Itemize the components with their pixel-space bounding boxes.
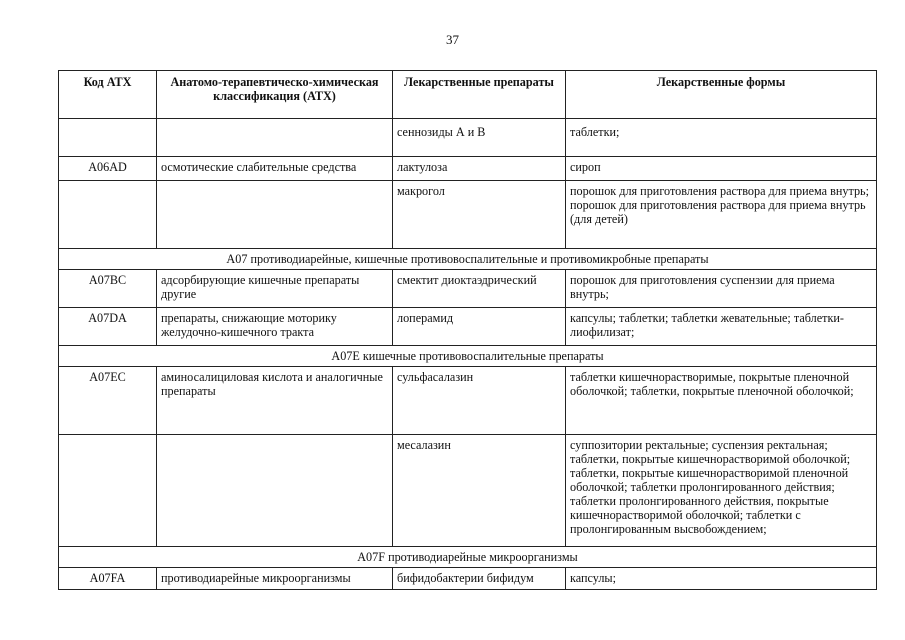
page-number: 37 bbox=[446, 32, 459, 47]
drug-cell: сульфасалазин bbox=[393, 367, 566, 435]
atx-drug-table bbox=[58, 70, 877, 590]
atx-code-cell: A07BC bbox=[59, 270, 157, 308]
group-heading-a07f: A07F противодиарейные микроорганизмы bbox=[59, 547, 877, 568]
forms-cell: сироп bbox=[566, 157, 877, 181]
form-line: порошок для приготовления раствора для приема внутрь (для детей) bbox=[570, 198, 866, 226]
forms-cell: таблетки; bbox=[566, 119, 877, 157]
table-row bbox=[59, 119, 877, 157]
table-header-row bbox=[59, 71, 877, 119]
atx-code-cell bbox=[59, 181, 157, 249]
atx-code-cell: A06AD bbox=[59, 157, 157, 181]
header-code: Код АТХ bbox=[59, 71, 157, 119]
classification-cell bbox=[157, 435, 393, 547]
header-classification: Анатомо-терапевтическо-химическая классификация (АТХ) bbox=[157, 71, 393, 119]
drug-cell: лоперамид bbox=[393, 308, 566, 346]
drug-cell: месалазин bbox=[393, 435, 566, 547]
header-forms: Лекарственные формы bbox=[566, 71, 877, 119]
classification-cell bbox=[157, 181, 393, 249]
group-heading-a07: A07 противодиарейные, кишечные противовоспалительные и противомикробные препараты bbox=[59, 249, 877, 270]
classification-cell bbox=[157, 119, 393, 157]
forms-cell: капсулы; таблетки; таблетки жевательные; таблетки-лиофилизат; bbox=[566, 308, 877, 346]
forms-cell: порошок для приготовления суспензии для приема внутрь; bbox=[566, 270, 877, 308]
forms-cell: суппозитории ректальные; суспензия ректальная; таблетки, покрытые кишечнорастворимой оболочкой; таблетки, покрытые кишечнорастворимой пленочной оболочкой; таблетки пролонгированного действия; таблетки пролонгированного действия, покрытые кишечнорастворимой оболочкой; таблетки с пролонгированным высвобождением; bbox=[566, 435, 877, 547]
forms-cell bbox=[566, 181, 877, 249]
forms-cell: капсулы; bbox=[566, 568, 877, 590]
drug-cell: смектит диоктаэдрический bbox=[393, 270, 566, 308]
form-line: порошок для приготовления раствора для приема внутрь; bbox=[570, 184, 869, 198]
group-row bbox=[59, 249, 877, 270]
atx-code-cell bbox=[59, 435, 157, 547]
table-row bbox=[59, 308, 877, 346]
table-row bbox=[59, 181, 877, 249]
classification-cell: препараты, снижающие моторику желудочно-кишечного тракта bbox=[157, 308, 393, 346]
classification-cell: адсорбирующие кишечные препараты другие bbox=[157, 270, 393, 308]
classification-cell: осмотические слабительные средства bbox=[157, 157, 393, 181]
atx-code-cell: A07DA bbox=[59, 308, 157, 346]
atx-code-cell: A07FA bbox=[59, 568, 157, 590]
group-heading-a07e: A07E кишечные противовоспалительные препараты bbox=[59, 346, 877, 367]
header-drugs: Лекарственные препараты bbox=[393, 71, 566, 119]
drug-cell: бифидобактерии бифидум bbox=[393, 568, 566, 590]
drug-cell: сеннозиды А и В bbox=[393, 119, 566, 157]
group-row bbox=[59, 346, 877, 367]
forms-cell: таблетки кишечнорастворимые, покрытые пленочной оболочкой; таблетки, покрытые пленочной оболочкой; bbox=[566, 367, 877, 435]
table-row bbox=[59, 568, 877, 590]
table-row bbox=[59, 435, 877, 547]
drug-cell: макрогол bbox=[393, 181, 566, 249]
classification-cell: аминосалициловая кислота и аналогичные препараты bbox=[157, 367, 393, 435]
classification-cell: противодиарейные микроорганизмы bbox=[157, 568, 393, 590]
atx-code-cell bbox=[59, 119, 157, 157]
table-row bbox=[59, 367, 877, 435]
group-row bbox=[59, 547, 877, 568]
table-row bbox=[59, 157, 877, 181]
atx-code-cell: A07EC bbox=[59, 367, 157, 435]
drug-cell: лактулоза bbox=[393, 157, 566, 181]
table-row bbox=[59, 270, 877, 308]
